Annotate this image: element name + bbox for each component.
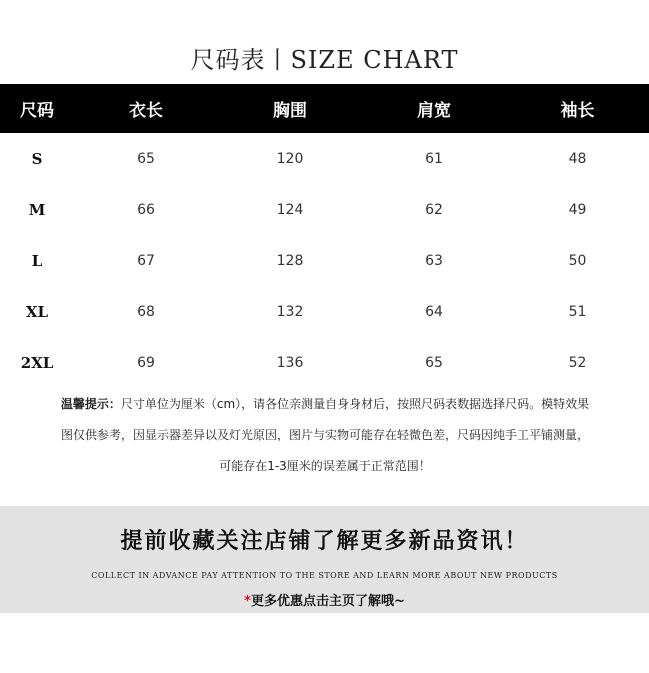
length-cell: 65: [137, 150, 155, 167]
chest-cell: 128: [276, 252, 304, 269]
table-row: [0, 286, 649, 337]
shoulder-cell: 64: [425, 303, 443, 320]
banner-headline: 提前收藏关注店铺了解更多新品资讯！: [120, 528, 529, 554]
size-cell: 2XL: [20, 353, 54, 372]
homepage-link-label: 更多优惠点击主页了解哦~: [250, 594, 405, 609]
homepage-link[interactable]: [0, 590, 649, 609]
size-chart-table: [0, 84, 649, 388]
sleeve-cell: 50: [568, 252, 587, 269]
sleeve-cell: 49: [568, 201, 587, 218]
size-cell: M: [28, 200, 46, 219]
measurement-notice: [60, 389, 590, 482]
table-row: [0, 184, 649, 235]
shoulder-cell: 65: [425, 354, 443, 371]
size-cell: XL: [25, 302, 49, 321]
header-chest: 胸围: [218, 84, 362, 133]
sleeve-cell: 51: [568, 303, 587, 320]
size-cell: S: [31, 149, 43, 168]
length-cell: 67: [137, 252, 155, 269]
star-mark: *: [244, 594, 251, 609]
chest-cell: 124: [276, 201, 304, 218]
sleeve-cell: 48: [568, 150, 587, 167]
header-length: 衣长: [74, 84, 218, 133]
banner-subtitle: COLLECT IN ADVANCE PAY ATTENTION TO THE STORE AND LEARN MORE ABOUT NEW PRODUCTS: [91, 571, 558, 580]
sleeve-cell: 52: [568, 354, 587, 371]
shoulder-cell: 63: [425, 252, 443, 269]
table-row: [0, 337, 649, 388]
chest-cell: 120: [276, 150, 304, 167]
page-title: 尺码表丨SIZE CHART: [190, 46, 459, 74]
notice-text: 尺寸单位为厘米（cm），请各位亲测量自身身材后，按照尺码表数据选择尺码。模特效果图仅供参考，因显示器差异以及灯光原因，图片与实物可能存在轻微色差，尺码因纯手工平铺测量，可能存在1-3厘米的误差属于正常范围！: [60, 397, 590, 473]
length-cell: 69: [137, 354, 155, 371]
header-size: 尺码: [0, 84, 74, 133]
table-row: [0, 235, 649, 286]
header-shoulder: 肩宽: [362, 84, 506, 133]
size-cell: L: [31, 251, 43, 270]
notice-label: 温馨提示：: [60, 397, 121, 411]
follow-store-banner: [0, 506, 649, 613]
table-row: [0, 133, 649, 184]
length-cell: 68: [137, 303, 155, 320]
shoulder-cell: 62: [425, 201, 443, 218]
length-cell: 66: [137, 201, 155, 218]
table-header-row: [0, 84, 649, 133]
chest-cell: 132: [276, 303, 304, 320]
chest-cell: 136: [276, 354, 304, 371]
shoulder-cell: 61: [425, 150, 443, 167]
header-sleeve: 袖长: [506, 84, 649, 133]
